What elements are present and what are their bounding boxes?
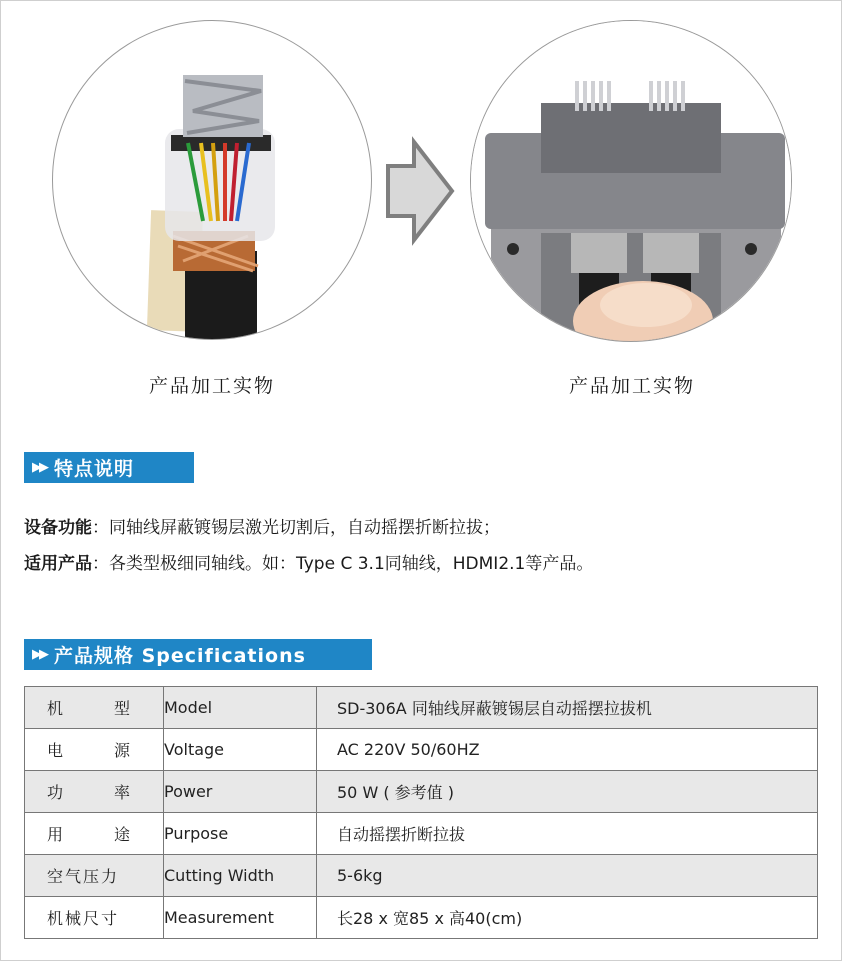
features-heading-tag <box>24 452 194 483</box>
arrow-right-icon <box>384 136 456 246</box>
spec-label-cn: 功 率 <box>47 783 131 802</box>
photo-caption-left: 产品加工实物 <box>148 375 275 397</box>
spec-label-cn: 机 型 <box>47 699 131 718</box>
table-row <box>25 729 818 771</box>
spec-label-cn: 机械尺寸 <box>47 909 120 928</box>
spec-label-en: Purpose <box>164 813 317 855</box>
feature-text: 同轴线屏蔽镀锡层激光切割后，自动摇摆折断拉拔； <box>109 518 500 538</box>
double-triangle-icon: ▶▶ <box>32 647 46 662</box>
specifications-heading: 产品规格 Specifications <box>54 645 306 667</box>
spec-label-cn: 电 源 <box>47 741 131 760</box>
feature-text: 各类型极细同轴线。如：Type C 3.1同轴线，HDMI2.1等产品。 <box>109 554 594 574</box>
spec-value: 5-6kg <box>317 855 818 897</box>
product-photo-machine <box>470 20 792 342</box>
double-triangle-icon: ▶▶ <box>32 460 46 475</box>
specifications-table <box>24 686 818 939</box>
feature-label: 适用产品 <box>24 554 92 574</box>
spec-value: 50 W ( 参考值 ) <box>317 771 818 813</box>
feature-separator: ： <box>92 554 109 574</box>
spec-value: 自动摇摆折断拉拔 <box>317 813 818 855</box>
spec-label-en: Measurement <box>164 897 317 939</box>
spec-value: 长28 x 宽85 x 高40(cm) <box>317 897 818 939</box>
specifications-heading-tag <box>24 639 372 670</box>
features-heading: 特点说明 <box>54 458 135 480</box>
spec-label-en: Power <box>164 771 317 813</box>
photo-caption-right: 产品加工实物 <box>568 375 695 397</box>
table-row <box>25 771 818 813</box>
spec-label-en: Model <box>164 687 317 729</box>
table-row <box>25 687 818 729</box>
spec-label-en: Voltage <box>164 729 317 771</box>
spec-label-cn: 空气压力 <box>47 867 120 886</box>
feature-separator: ： <box>92 518 109 538</box>
product-photo-cable <box>52 20 372 340</box>
table-row <box>25 855 818 897</box>
table-row <box>25 897 818 939</box>
feature-label: 设备功能 <box>24 518 92 538</box>
feature-line-products <box>24 549 593 574</box>
table-row <box>25 813 818 855</box>
spec-label-cn: 用 途 <box>47 825 131 844</box>
feature-line-function <box>24 513 500 538</box>
spec-label-en: Cutting Width <box>164 855 317 897</box>
spec-value: SD-306A 同轴线屏蔽镀锡层自动摇摆拉拔机 <box>317 687 818 729</box>
spec-value: AC 220V 50/60HZ <box>317 729 818 771</box>
